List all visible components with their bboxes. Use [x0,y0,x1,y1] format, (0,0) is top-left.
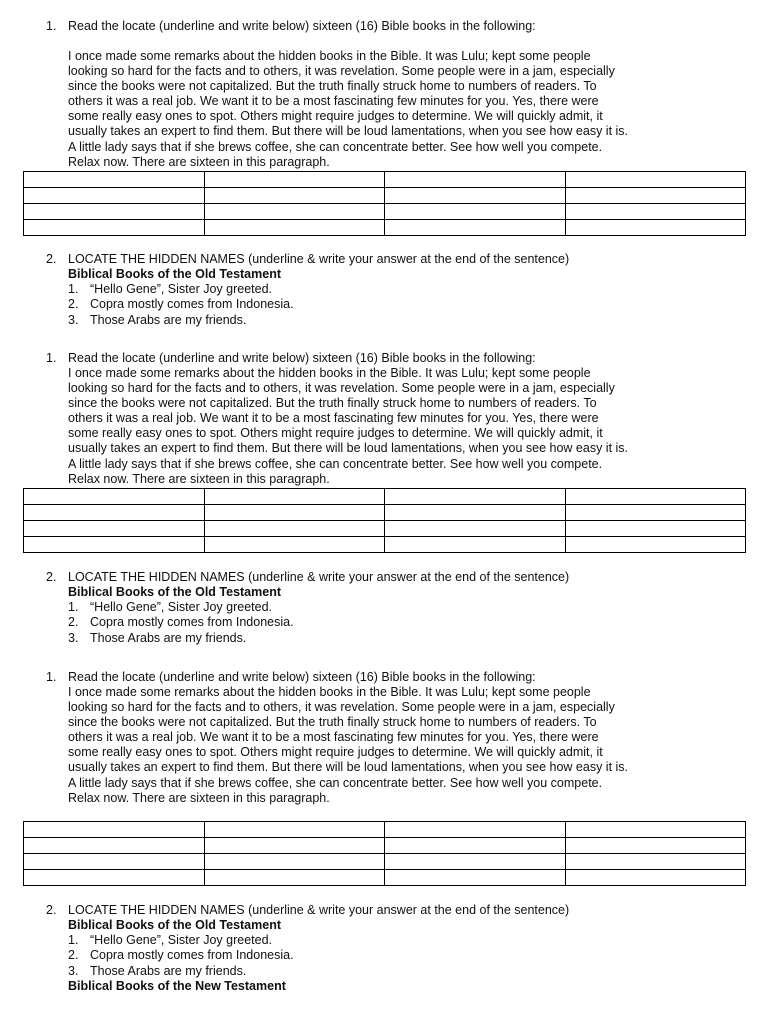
table-row [24,537,746,553]
list-item [68,600,294,615]
item-number: 2. [68,615,79,630]
answer-cell[interactable] [204,521,385,537]
paragraph-line: others it was a real job. We want it to be a most fascinating few minutes for you. Yes, there were [68,94,599,109]
question-number: 2. [46,570,57,584]
hidden-names-list [68,267,294,328]
question-instruction: LOCATE THE HIDDEN NAMES (underline & write your answer at the end of the sentence) [68,570,570,584]
answer-cell[interactable] [385,220,566,236]
item-number: 3. [68,312,79,327]
answer-cell[interactable] [385,505,566,521]
list-item [68,282,294,297]
item-sentence: Those Arabs are my friends. [90,630,247,645]
answer-cell[interactable] [204,822,385,838]
question-number: 1. [46,351,57,365]
answer-cell[interactable] [204,220,385,236]
answer-cell[interactable] [24,220,205,236]
answer-cell[interactable] [385,870,566,886]
table-row [24,188,746,204]
answer-cell[interactable] [385,521,566,537]
answer-cell[interactable] [204,537,385,553]
answer-cell[interactable] [565,204,746,220]
paragraph-line: A little lady says that if she brews coffee, she can concentrate better. See how well you compete. [68,139,603,154]
item-sentence: “Hello Gene”, Sister Joy greeted. [90,282,273,297]
answer-cell[interactable] [24,172,205,188]
list-item [68,631,294,646]
item-sentence: Copra mostly comes from Indonesia. [90,948,294,963]
paragraph-line: others it was a real job. We want it to be a most fascinating few minutes for you. Yes, there were [68,730,599,745]
hidden-names-list [68,918,294,994]
answer-table [23,171,746,236]
question-number: 1. [46,19,57,33]
answer-cell[interactable] [24,489,205,505]
answer-cell[interactable] [385,537,566,553]
answer-cell[interactable] [565,537,746,553]
answer-cell[interactable] [24,854,205,870]
item-sentence: “Hello Gene”, Sister Joy greeted. [90,933,273,948]
answer-cell[interactable] [565,822,746,838]
answer-cell[interactable] [385,489,566,505]
answer-cell[interactable] [565,870,746,886]
item-sentence: Those Arabs are my friends. [90,312,247,327]
paragraph-line: Relax now. There are sixteen in this paragraph. [68,790,330,805]
question-number: 2. [46,252,57,266]
answer-cell[interactable] [24,870,205,886]
answer-cell[interactable] [565,489,746,505]
answer-cell[interactable] [565,220,746,236]
question-instruction: Read the locate (underline and write below) sixteen (16) Bible books in the following: [68,19,536,33]
paragraph-line: I once made some remarks about the hidden books in the Bible. It was Lulu; kept some people [68,685,591,699]
list-item [68,948,294,963]
list-item [68,313,294,328]
old-testament-header: Biblical Books of the Old Testament [68,585,281,599]
table-row [24,870,746,886]
item-sentence: Those Arabs are my friends. [90,963,247,978]
answer-cell[interactable] [204,854,385,870]
item-sentence: “Hello Gene”, Sister Joy greeted. [90,600,273,615]
answer-cell[interactable] [24,521,205,537]
question-number: 2. [46,903,57,917]
answer-cell[interactable] [204,870,385,886]
paragraph-line: I once made some remarks about the hidden books in the Bible. It was Lulu; kept some people [68,366,591,380]
question-instruction: Read the locate (underline and write below) sixteen (16) Bible books in the following: [68,670,536,684]
answer-cell[interactable] [565,854,746,870]
answer-cell[interactable] [204,489,385,505]
paragraph-line: some really easy ones to spot. Others might require judges to determine. We will quickly admit, it [68,426,603,441]
list-item [68,933,294,948]
table-row [24,822,746,838]
table-row [24,854,746,870]
paragraph-line: usually takes an expert to find them. But there will be loud lamentations, when you see how easy it is. [68,124,629,139]
table-row [24,521,746,537]
hidden-books-paragraph [68,685,752,806]
item-number: 3. [68,630,79,645]
item-sentence: Copra mostly comes from Indonesia. [90,615,294,630]
item-number: 1. [68,282,79,297]
answer-cell[interactable] [385,188,566,204]
answer-cell[interactable] [565,188,746,204]
answer-cell[interactable] [204,204,385,220]
table-row [24,489,746,505]
paragraph-line: A little lady says that if she brews coffee, she can concentrate better. See how well you compete. [68,775,603,790]
answer-cell[interactable] [385,854,566,870]
answer-cell[interactable] [204,505,385,521]
paragraph-line: some really easy ones to spot. Others might require judges to determine. We will quickly admit, it [68,109,603,124]
item-number: 2. [68,297,79,312]
old-testament-header: Biblical Books of the Old Testament [68,267,281,281]
answer-table [23,821,746,886]
item-sentence: Copra mostly comes from Indonesia. [90,297,294,312]
answer-cell[interactable] [565,521,746,537]
question-instruction: LOCATE THE HIDDEN NAMES (underline & write your answer at the end of the sentence) [68,252,570,266]
paragraph-line: looking so hard for the facts and to others, it was revelation. Some people were in a jam, especially [68,381,615,396]
answer-cell[interactable] [204,838,385,854]
answer-cell[interactable] [24,537,205,553]
answer-cell[interactable] [24,188,205,204]
paragraph-line: since the books were not capitalized. But the truth finally struck home to numbers of readers. To [68,396,597,411]
hidden-books-paragraph [68,49,752,170]
new-testament-header: Biblical Books of the New Testament [68,978,286,993]
answer-cell[interactable] [204,172,385,188]
table-row [24,204,746,220]
list-item [68,964,294,979]
table-row [24,220,746,236]
item-number: 1. [68,600,79,615]
table-row [24,172,746,188]
table-row [24,838,746,854]
list-item [68,297,294,312]
paragraph-line: Relax now. There are sixteen in this paragraph. [68,154,330,169]
paragraph-line: looking so hard for the facts and to others, it was revelation. Some people were in a jam, especially [68,64,615,79]
paragraph-line: I once made some remarks about the hidden books in the Bible. It was Lulu; kept some people [68,49,591,63]
old-testament-header: Biblical Books of the Old Testament [68,918,281,932]
question-instruction: LOCATE THE HIDDEN NAMES (underline & write your answer at the end of the sentence) [68,903,570,917]
answer-cell[interactable] [565,505,746,521]
item-number: 3. [68,963,79,978]
paragraph-line: others it was a real job. We want it to be a most fascinating few minutes for you. Yes, there were [68,411,599,426]
hidden-books-paragraph [68,366,752,487]
paragraph-line: Relax now. There are sixteen in this paragraph. [68,471,330,486]
item-number: 2. [68,948,79,963]
paragraph-line: looking so hard for the facts and to others, it was revelation. Some people were in a jam, especially [68,700,615,715]
paragraph-line: A little lady says that if she brews coffee, she can concentrate better. See how well you compete. [68,456,603,471]
answer-cell[interactable] [24,505,205,521]
answer-table [23,488,746,553]
answer-cell[interactable] [565,172,746,188]
answer-cell[interactable] [385,172,566,188]
hidden-names-list [68,585,294,646]
table-row [24,505,746,521]
question-instruction: Read the locate (underline and write below) sixteen (16) Bible books in the following: [68,351,536,365]
question-number: 1. [46,670,57,684]
item-number: 1. [68,933,79,948]
answer-cell[interactable] [24,204,205,220]
list-item [68,615,294,630]
paragraph-line: some really easy ones to spot. Others might require judges to determine. We will quickly admit, it [68,745,603,760]
answer-cell[interactable] [385,204,566,220]
answer-cell[interactable] [385,838,566,854]
paragraph-line: since the books were not capitalized. But the truth finally struck home to numbers of readers. To [68,715,597,730]
answer-cell[interactable] [24,822,205,838]
paragraph-line: since the books were not capitalized. But the truth finally struck home to numbers of readers. To [68,79,597,94]
paragraph-line: usually takes an expert to find them. But there will be loud lamentations, when you see how easy it is. [68,441,629,456]
paragraph-line: usually takes an expert to find them. But there will be loud lamentations, when you see how easy it is. [68,760,629,775]
answer-cell[interactable] [565,838,746,854]
answer-cell[interactable] [385,822,566,838]
answer-cell[interactable] [204,188,385,204]
answer-cell[interactable] [24,838,205,854]
